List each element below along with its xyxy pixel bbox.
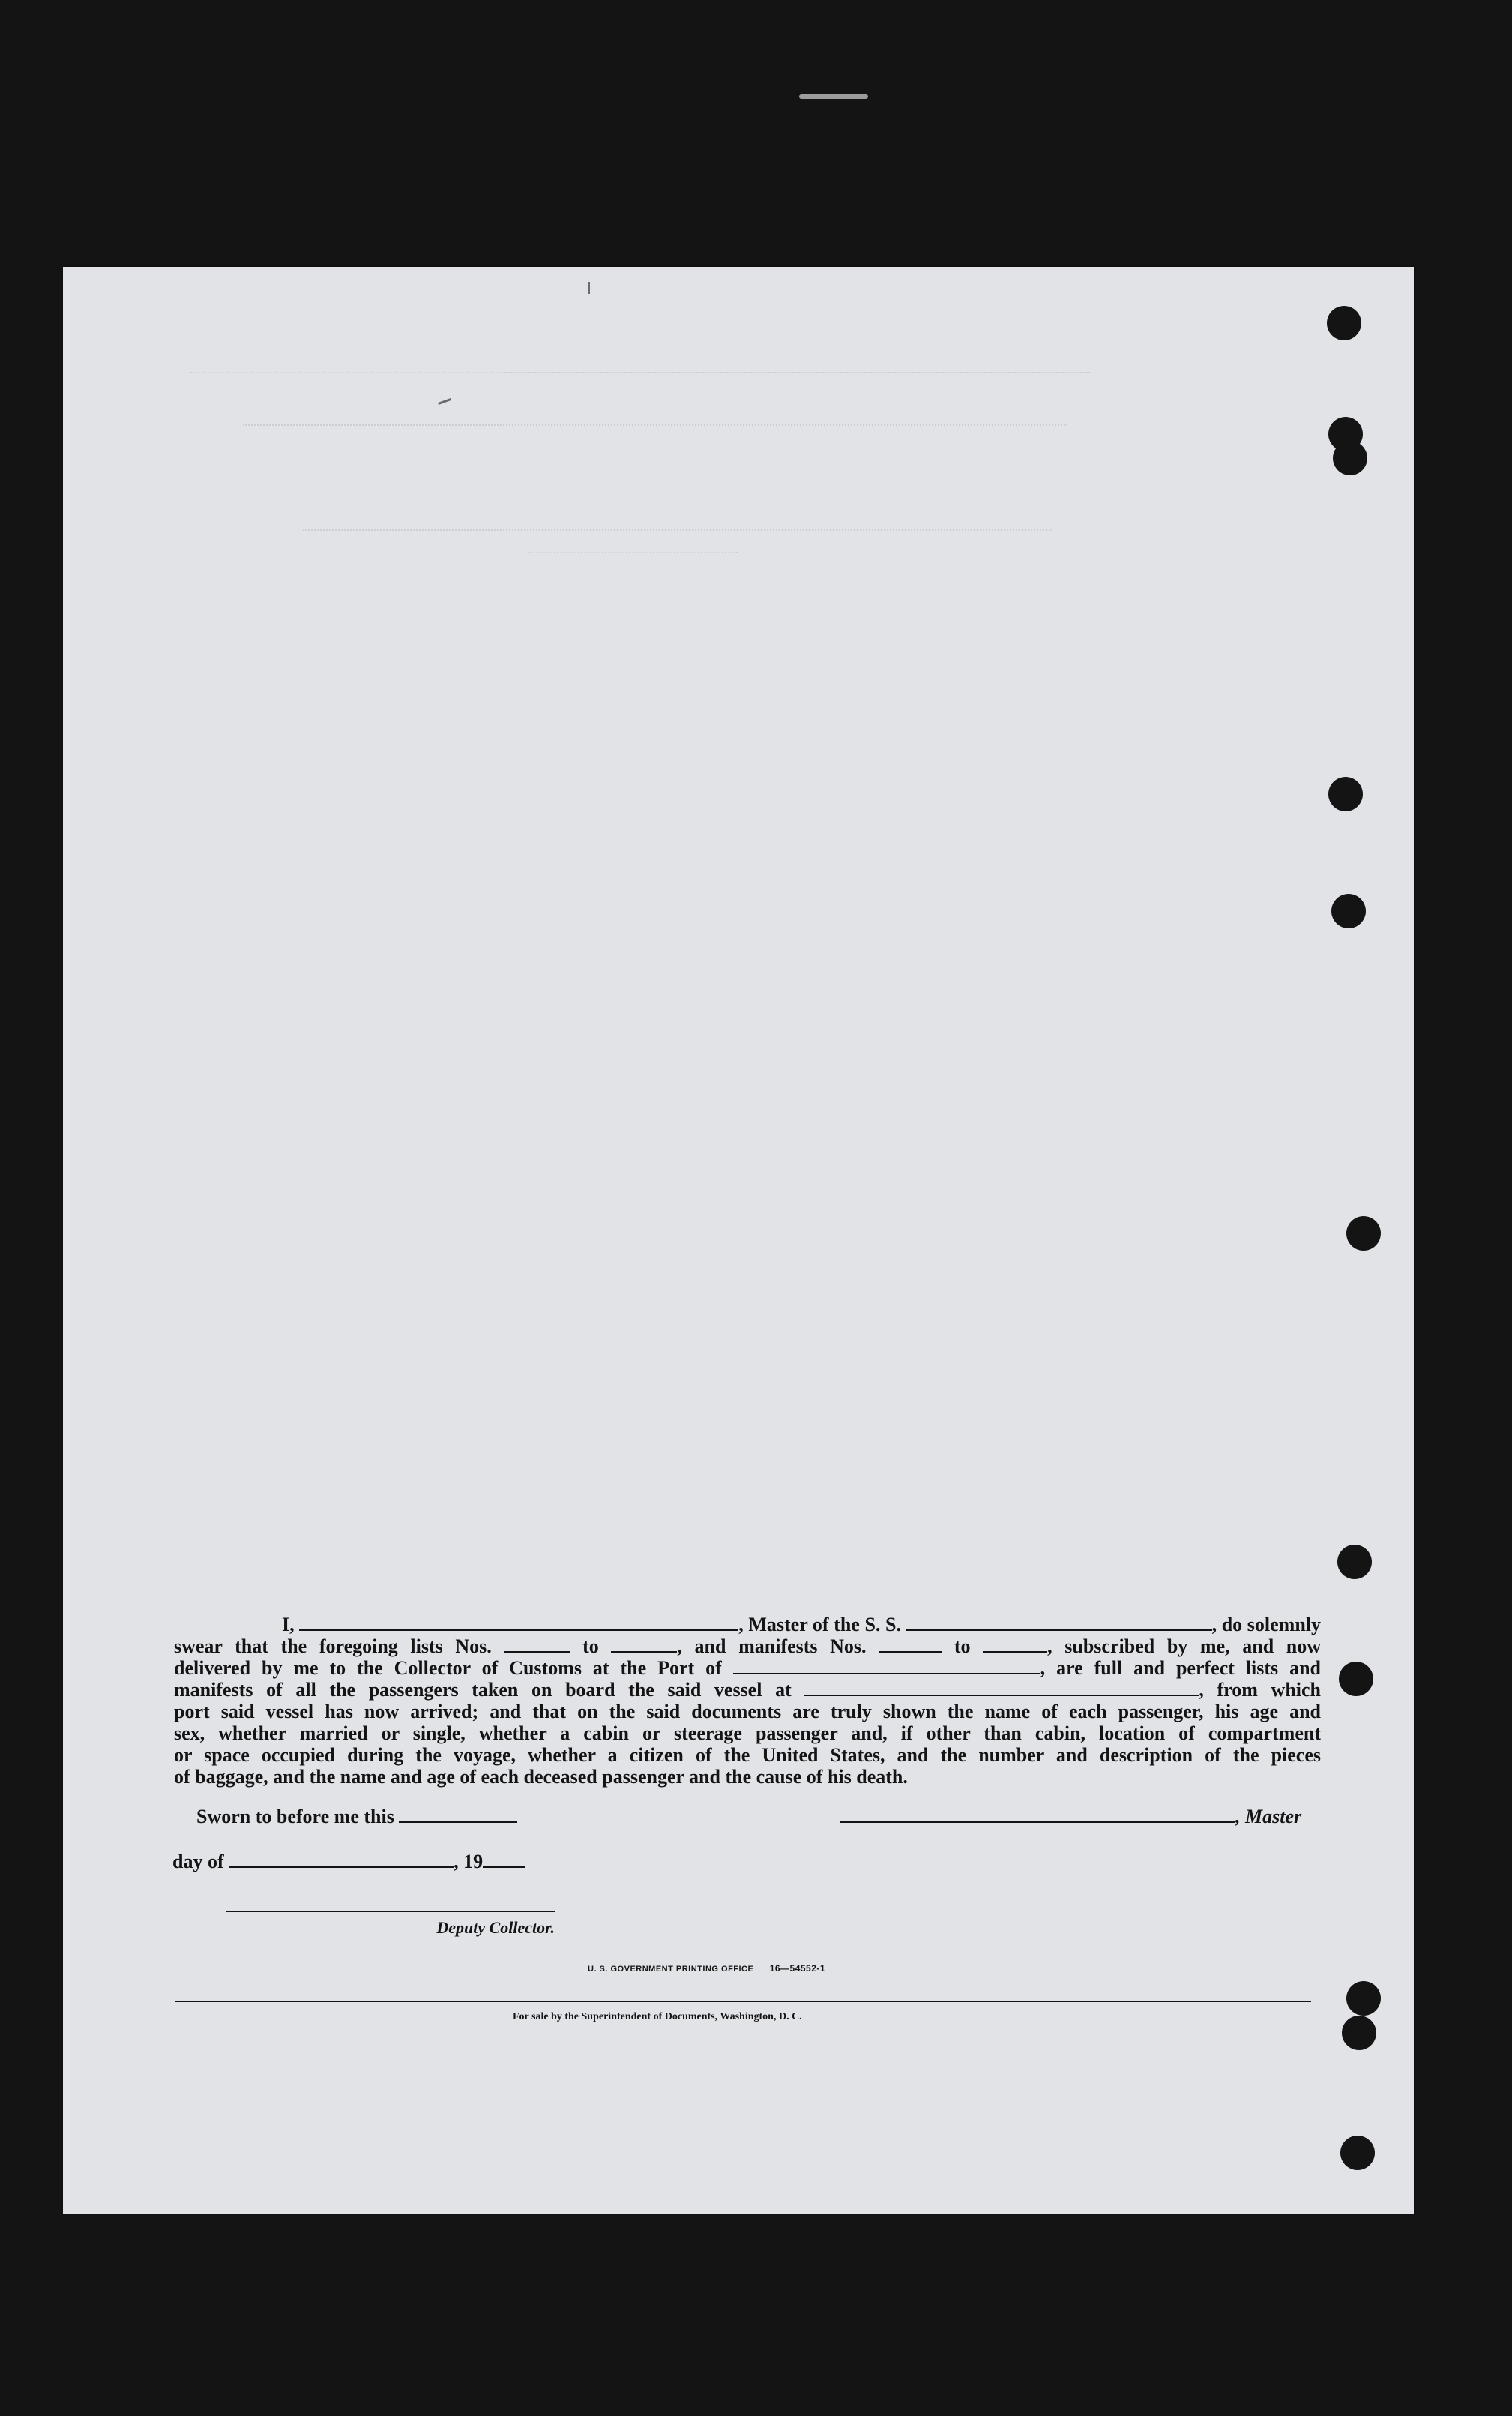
lists-to-field[interactable] <box>611 1645 677 1653</box>
ink-mark <box>588 282 590 294</box>
sworn-row <box>196 1806 517 1828</box>
printer-imprint <box>588 1963 825 1974</box>
master-title: , Master <box>1235 1806 1302 1827</box>
punch-hole <box>1346 1981 1381 2016</box>
oath-text: swear that the foregoing lists Nos. <box>174 1635 492 1657</box>
day-of-row <box>172 1851 525 1873</box>
day-of-label: day of <box>172 1851 224 1872</box>
scanner-artifact <box>799 94 868 99</box>
master-signature-row <box>840 1806 1301 1828</box>
form-code: 16—54552-1 <box>769 1963 826 1974</box>
lists-from-field[interactable] <box>504 1645 570 1653</box>
punch-hole <box>1339 1662 1373 1696</box>
manifests-from-field[interactable] <box>879 1645 942 1653</box>
oath-text: , from which <box>1199 1679 1322 1701</box>
oath-line-8: of baggage, and the name and age of each deceased passenger and the cause of his death. <box>174 1766 908 1788</box>
oath-line-7: or space occupied during the voyage, whether a citizen of the United States, and the number and description of the pieces <box>174 1744 1321 1766</box>
punch-hole <box>1333 441 1367 475</box>
year-prefix: , 19 <box>454 1851 484 1872</box>
oath-text: I, <box>282 1614 295 1635</box>
footer-rule <box>175 2001 1311 2002</box>
oath-text: , subscribed by me, and now <box>1047 1635 1322 1657</box>
punch-hole <box>1337 1545 1372 1579</box>
punch-hole <box>1342 2016 1376 2050</box>
oath-text: delivered by me to the Collector of Customs at the Port of <box>174 1657 722 1679</box>
bleed-through-text <box>153 372 1165 567</box>
month-field[interactable] <box>229 1860 454 1868</box>
master-oath-paragraph <box>174 1614 1321 1788</box>
departure-port-field[interactable] <box>804 1689 1199 1696</box>
master-name-field[interactable] <box>299 1623 738 1631</box>
punch-hole <box>1346 1216 1381 1251</box>
manifests-to-field[interactable] <box>983 1645 1047 1653</box>
sworn-label: Sworn to before me this <box>196 1806 394 1827</box>
oath-text: , are full and perfect lists and <box>1040 1657 1322 1679</box>
punch-hole <box>1331 894 1366 928</box>
oath-line-6: sex, whether married or single, whether a cabin or steerage passenger and, if other than cabin, location of compartment <box>174 1722 1321 1744</box>
port-field[interactable] <box>733 1667 1040 1674</box>
oath-line-4 <box>174 1679 1321 1701</box>
oath-text: manifests of all the passengers taken on board the said vessel at <box>174 1679 792 1701</box>
sale-notice: For sale by the Superintendent of Documents, Washington, D. C. <box>513 2011 802 2022</box>
oath-text: , do solemnly <box>1211 1614 1322 1635</box>
oath-line-5: port said vessel has now arrived; and that on the said documents are truly shown the name of each passenger, his age and <box>174 1701 1321 1722</box>
oath-line-2 <box>174 1635 1321 1657</box>
oath-text: to <box>954 1635 971 1657</box>
punch-hole <box>1328 777 1363 811</box>
oath-text: , and manifests Nos. <box>677 1635 867 1657</box>
sworn-day-field[interactable] <box>399 1815 517 1823</box>
deputy-signature-line[interactable] <box>226 1911 555 1912</box>
oath-line-1 <box>174 1614 1321 1635</box>
year-field[interactable] <box>483 1860 525 1868</box>
oath-line-3 <box>174 1657 1321 1679</box>
deputy-collector-label: Deputy Collector. <box>436 1918 555 1937</box>
punch-hole <box>1327 306 1361 340</box>
master-signature-field[interactable] <box>840 1815 1235 1823</box>
ship-name-field[interactable] <box>906 1623 1212 1631</box>
oath-text: , Master of the S. S. <box>738 1614 901 1635</box>
manifest-page <box>63 267 1414 2214</box>
printer-office: U. S. GOVERNMENT PRINTING OFFICE <box>588 1965 754 1974</box>
punch-hole <box>1340 2136 1375 2170</box>
oath-text: to <box>582 1635 599 1657</box>
